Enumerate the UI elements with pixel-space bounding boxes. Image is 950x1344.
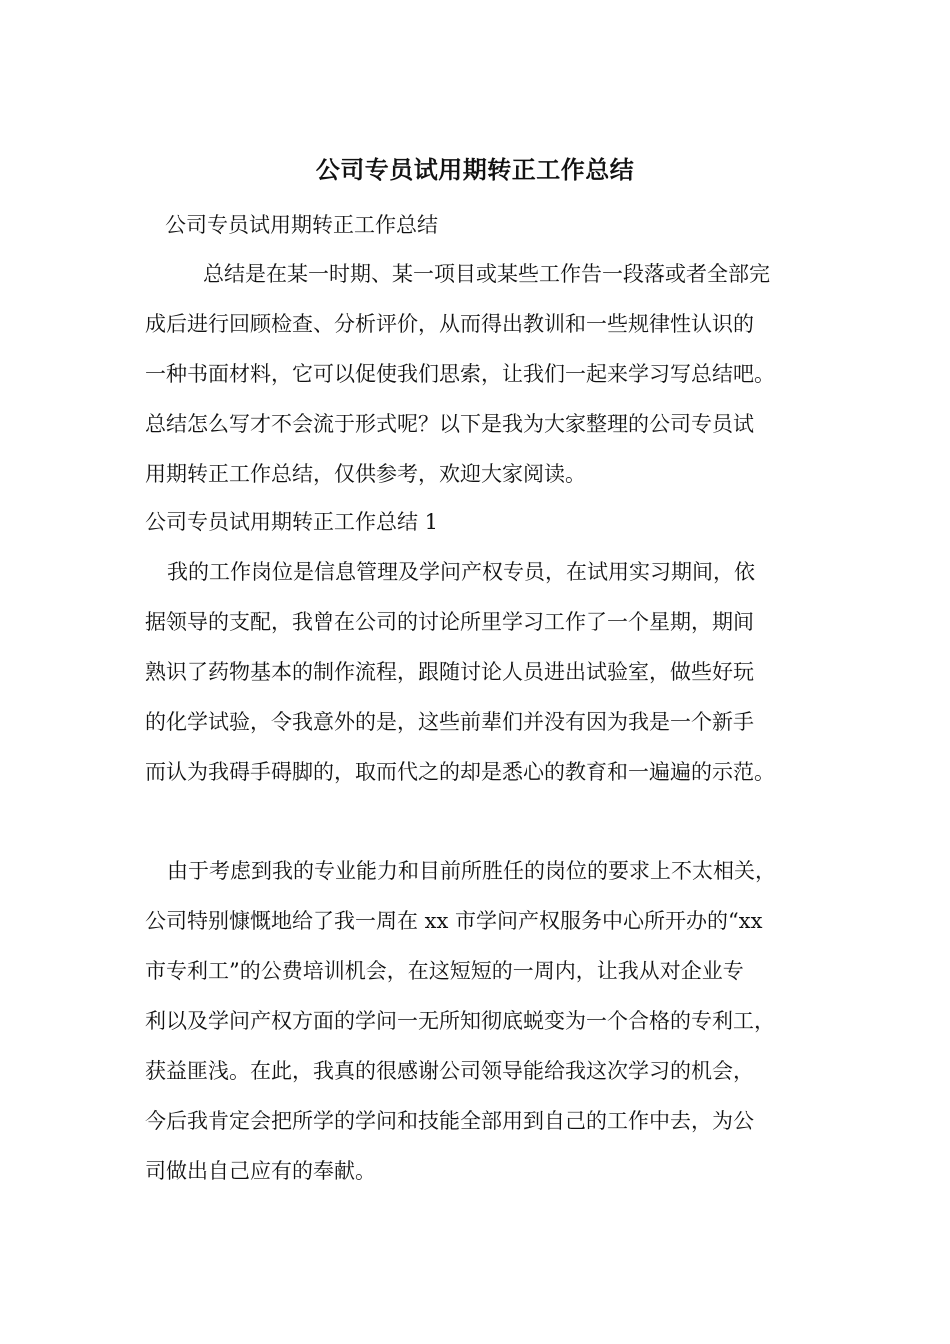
paragraph-line: 而认为我碍手碍脚的，取而代之的却是悉心的教育和一遍遍的示范。 bbox=[145, 760, 775, 784]
document-subtitle: 公司专员试用期转正工作总结 bbox=[165, 213, 438, 237]
paragraph-1 bbox=[145, 547, 815, 797]
intro-line: 总结怎么写才不会流于形式呢？以下是我为大家整理的公司专员试 bbox=[145, 412, 754, 436]
paragraph-line: 市专利工”的公费培训机会，在这短短的一周内，让我从对企业专 bbox=[145, 959, 744, 983]
paragraph-line: 司做出自己应有的奉献。 bbox=[145, 1159, 376, 1183]
intro-line: 用期转正工作总结，仅供参考，欢迎大家阅读。 bbox=[145, 462, 586, 486]
document-title: 公司专员试用期转正工作总结 bbox=[315, 155, 635, 184]
paragraph-line: 熟识了药物基本的制作流程，跟随讨论人员进出试验室，做些好玩 bbox=[145, 660, 754, 684]
section-heading: 公司专员试用期转正工作总结 1 bbox=[145, 510, 439, 534]
paragraph-line: 我的工作岗位是信息管理及学问产权专员，在试用实习期间，依 bbox=[167, 560, 755, 584]
paragraph-line: 公司特别慷慨地给了我一周在 xx 市学问产权服务中心所开办的“xx bbox=[145, 909, 763, 933]
intro-paragraph bbox=[145, 249, 815, 499]
paragraph-line: 获益匪浅。在此，我真的很感谢公司领导能给我这次学习的机会， bbox=[145, 1059, 754, 1083]
paragraph-line: 据领导的支配，我曾在公司的讨论所里学习工作了一个星期，期间 bbox=[145, 610, 754, 634]
paragraph-line: 由于考虑到我的专业能力和目前所胜任的岗位的要求上不太相关， bbox=[167, 859, 776, 883]
intro-line: 成后进行回顾检查、分析评价，从而得出教训和一些规律性认识的 bbox=[145, 312, 754, 336]
intro-line: 总结是在某一时期、某一项目或某些工作告一段落或者全部完 bbox=[203, 262, 770, 286]
intro-line: 一种书面材料，它可以促使我们思索，让我们一起来学习写总结吧。 bbox=[145, 362, 775, 386]
paragraph-2 bbox=[145, 846, 815, 1196]
paragraph-line: 利以及学问产权方面的学问一无所知彻底蜕变为一个合格的专利工， bbox=[145, 1009, 775, 1033]
paragraph-line: 今后我肯定会把所学的学问和技能全部用到自己的工作中去，为公 bbox=[145, 1109, 754, 1133]
paragraph-line: 的化学试验，令我意外的是，这些前辈们并没有因为我是一个新手 bbox=[145, 710, 754, 734]
